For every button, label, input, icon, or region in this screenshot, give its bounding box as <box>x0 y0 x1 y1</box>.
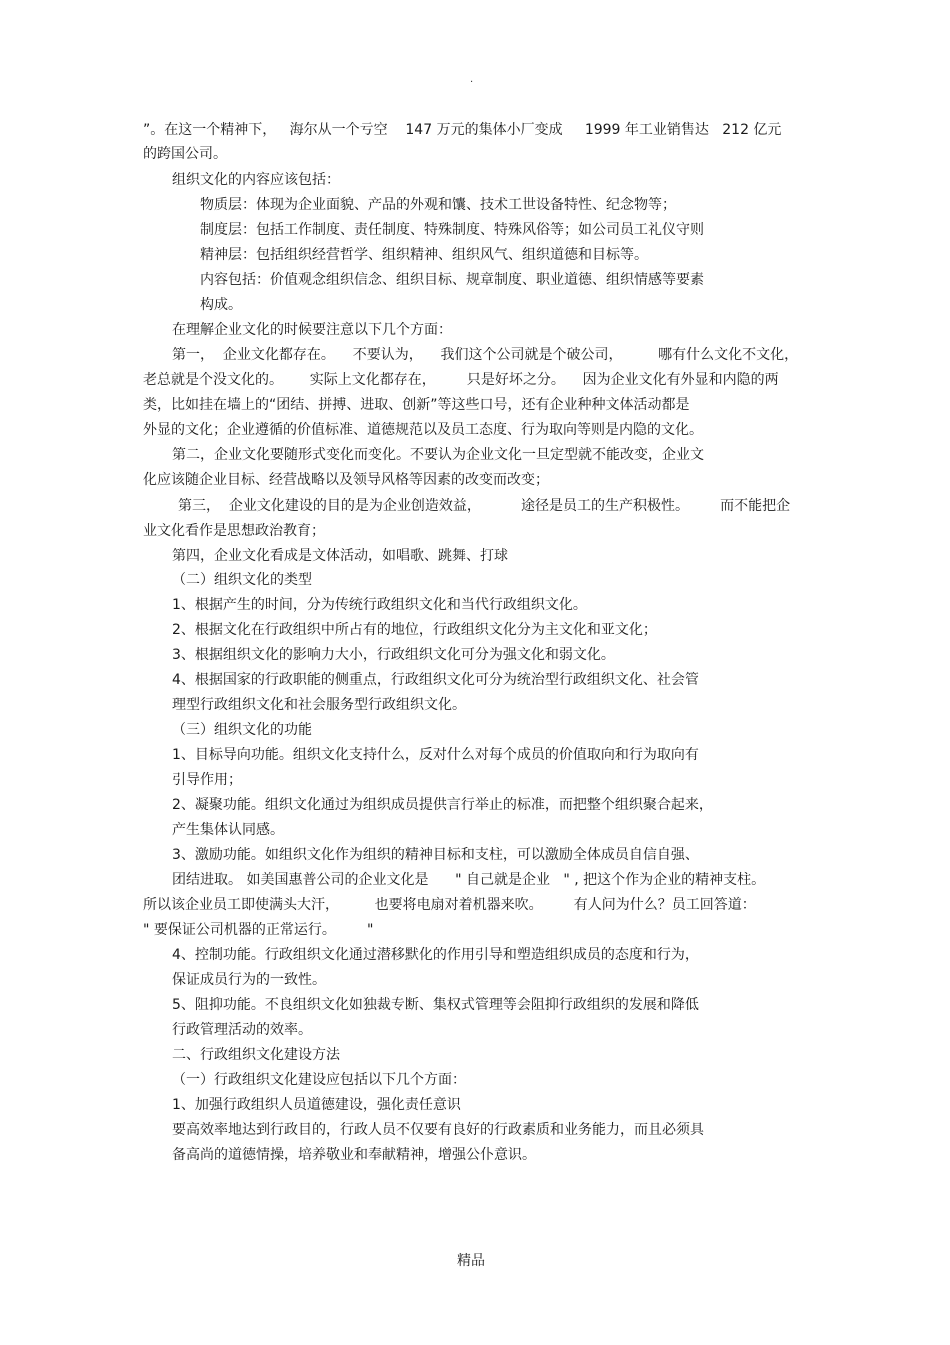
text-line: 老总就是个没文化的。 实际上文化都存在， 只是好坏之分。 因为企业文化有外显和内隐的两 <box>143 372 779 388</box>
text-line: 理型行政组织文化和社会服务型行政组织文化。 <box>172 697 466 713</box>
text-line: （二）组织文化的类型 <box>172 572 312 588</box>
text-line: 制度层：包括工作制度、责任制度、特殊制度、特殊风俗等；如公司员工礼仪守则 <box>200 222 704 238</box>
text-line: 所以该企业员工即使满头大汗， 也要将电扇对着机器来吹。 有人问为什么？员工回答道： <box>143 897 756 913</box>
text-line: 物质层：体现为企业面貌、产品的外观和馕、技术工世设备特性、纪念物等； <box>200 197 676 213</box>
text-line: 业文化看作是思想政治教育； <box>143 523 325 539</box>
text-line: 外显的文化；企业遵循的价值标准、道德规范以及员工态度、行为取向等则是内隐的文化。 <box>143 422 703 438</box>
text-line: 1、根据产生的时间，分为传统行政组织文化和当代行政组织文化。 <box>172 597 587 613</box>
text-line: 第二，企业文化要随形式变化而变化。不要认为企业文化一旦定型就不能改变，企业文 <box>172 447 704 463</box>
text-line: 5、阻抑功能。不良组织文化如独裁专断、集权式管理等会阻抑行政组织的发展和降低 <box>172 997 699 1013</box>
text-line: 3、根据组织文化的影响力大小，行政组织文化可分为强文化和弱文化。 <box>172 647 615 663</box>
text-line: 1、目标导向功能。组织文化支持什么，反对什么对每个成员的价值取向和行为取向有 <box>172 747 699 763</box>
text-line: 内容包括：价值观念组织信念、组织目标、规章制度、职业道德、组织情感等要素 <box>200 272 704 288</box>
text-line: 二、行政组织文化建设方法 <box>172 1047 340 1063</box>
text-line: 团结进取。 如美国惠普公司的企业文化是 " 自己就是企业 " , 把这个作为企业的精神支柱。 <box>172 872 766 888</box>
text-line: 要高效率地达到行政目的，行政人员不仅要有良好的行政素质和业务能力，而且必须具 <box>172 1122 704 1138</box>
text-line: 行政管理活动的效率。 <box>172 1022 312 1038</box>
text-line: （三）组织文化的功能 <box>172 722 312 738</box>
text-line: 保证成员行为的一致性。 <box>172 972 326 988</box>
text-line: （一）行政组织文化建设应包括以下几个方面： <box>172 1072 466 1088</box>
footer-label: 精品 <box>457 1253 485 1269</box>
text-line: 3、激励功能。如组织文化作为组织的精神目标和支柱，可以激励全体成员自信自强、 <box>172 847 699 863</box>
text-line: 在理解企业文化的时候要注意以下几个方面： <box>172 322 452 338</box>
text-line: 产生集体认同感。 <box>172 822 284 838</box>
text-line: 2、根据文化在行政组织中所占有的地位，行政组织文化分为主文化和亚文化； <box>172 622 657 638</box>
text-line: 引导作用； <box>172 772 242 788</box>
text-line: 的跨国公司。 <box>143 146 227 162</box>
text-line: 2、凝聚功能。组织文化通过为组织成员提供言行举止的标准，而把整个组织聚合起来， <box>172 797 713 813</box>
header-mark: . <box>470 74 474 85</box>
text-line: 精神层：包括组织经营哲学、组织精神、组织风气、组织道德和目标等。 <box>200 247 648 263</box>
text-line: 备高尚的道德情操，培养敬业和奉献精神，增强公仆意识。 <box>172 1147 536 1163</box>
text-line: 第四，企业文化看成是文体活动，如唱歌、跳舞、打球 <box>172 548 508 564</box>
text-line: 组织文化的内容应该包括： <box>172 172 340 188</box>
text-line: 4、根据国家的行政职能的侧重点，行政组织文化可分为统治型行政组织文化、社会管 <box>172 672 699 688</box>
text-line: 构成。 <box>200 297 242 313</box>
text-line: 1、加强行政组织人员道德建设，强化责任意识 <box>172 1097 461 1113</box>
text-line: 4、控制功能。行政组织文化通过潜移默化的作用引导和塑造组织成员的态度和行为， <box>172 947 699 963</box>
text-line: ”。在这一个精神下， 海尔从一个亏空 147 万元的集体小厂变成 1999 年工业销售达 212 亿元 <box>143 122 782 138</box>
text-line: 化应该随企业目标、经营战略以及领导风格等因素的改变而改变； <box>143 472 549 488</box>
text-line: 第三， 企业文化建设的目的是为企业创造效益， 途径是员工的生产积极性。 而不能把企 <box>178 498 791 514</box>
text-line: 类，比如挂在墙上的“团结、拼搏、进取、创新”等这些口号，还有企业种种文体活动都是 <box>143 397 690 413</box>
text-line: " 要保证公司机器的正常运行。 " <box>143 922 374 938</box>
text-line: 第一， 企业文化都存在。 不要认为， 我们这个公司就是个破公司， 哪有什么文化不文化， <box>172 347 799 363</box>
